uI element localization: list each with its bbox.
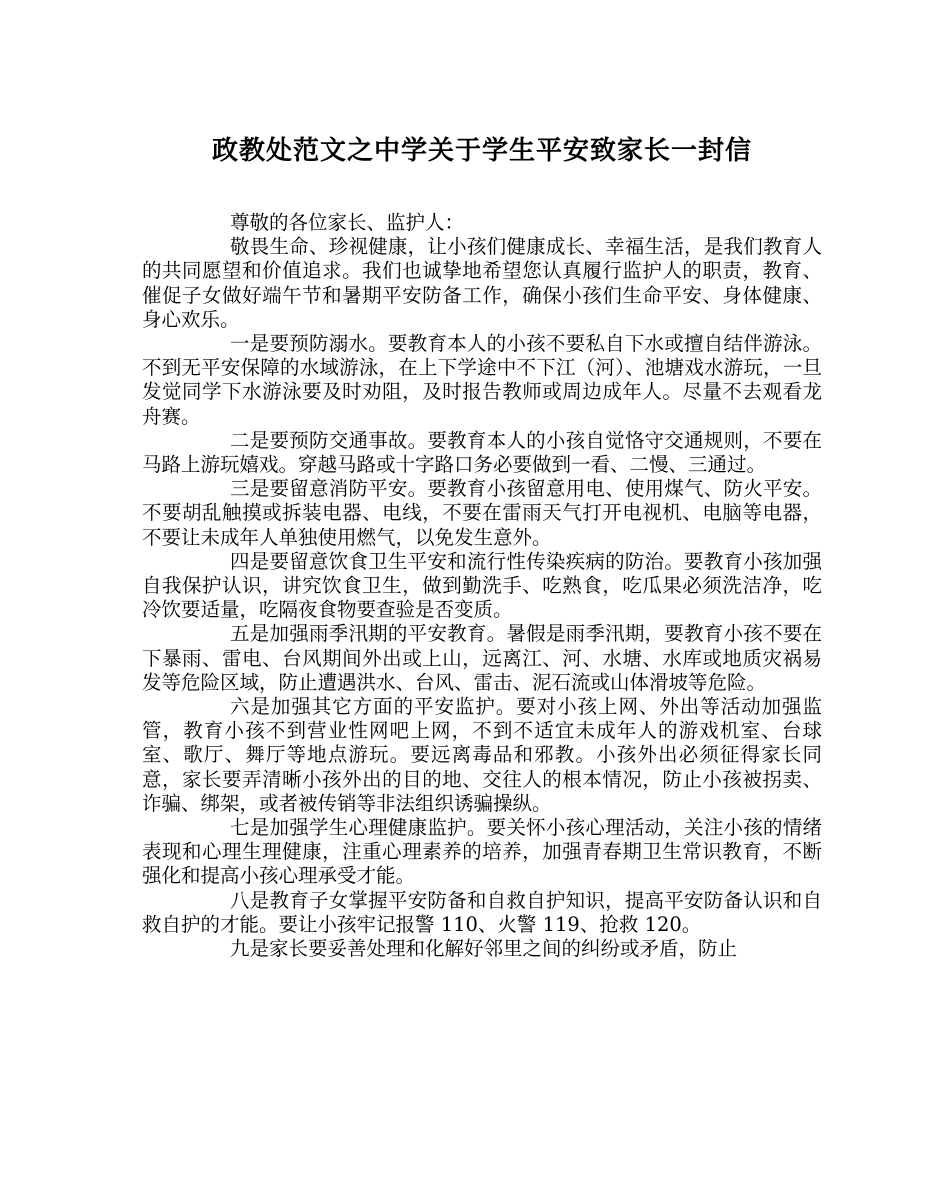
paragraph-9-neighbors: 九是家长要妥善处理和化解好邻里之间的纠纷或矛盾，防止 bbox=[230, 937, 738, 961]
paragraph-1-drowning: 一是要预防溺水。要教育本人的小孩不要私自下水或擅自结伴游泳。不到无平安保障的水域游泳，在上下学途中不下江（河）、池塘戏水游玩，一旦发觉同学下水游泳要及时劝阻，及时报告教师或周边成年人。尽量不去观看龙舟赛。 bbox=[142, 332, 822, 428]
paragraph-4-food: 四是要留意饮食卫生平安和流行性传染疾病的防治。要教育小孩加强自我保护认识，讲究饮食卫生，做到勤洗手、吃熟食，吃瓜果必须洗洁净，吃冷饮要适量，吃隔夜食物要查验是否变质。 bbox=[142, 549, 822, 622]
paragraph-5-flood: 五是加强雨季汛期的平安教育。暑假是雨季汛期，要教育小孩不要在下暴雨、雷电、台风期间外出或上山，远离江、河、水塘、水库或地质灾祸易发等危险区域，防止遭遇洪水、台风、雷击、泥石流或山体滑坡等危险。 bbox=[142, 622, 822, 694]
paragraph-intro: 敬畏生命、珍视健康，让小孩们健康成长、幸福生活，是我们教育人的共同愿望和价值追求。我们也诚挚地希望您认真履行监护人的职责，教育、催促子女做好端午节和暑期平安防备工作，确保小孩们生命平安、身体健康、身心欢乐。 bbox=[142, 235, 822, 331]
document-body bbox=[142, 211, 822, 961]
paragraph-2-traffic: 二是要预防交通事故。要教育本人的小孩自觉恪守交通规则，不要在马路上游玩嬉戏。穿越马路或十字路口务必要做到一看、二慢、三通过。 bbox=[142, 428, 822, 477]
paragraph-6-supervision: 六是加强其它方面的平安监护。要对小孩上网、外出等活动加强监管，教育小孩不到营业性网吧上网，不到不适宜未成年人的游戏机室、台球室、歌厅、舞厅等地点游玩。要远离毒品和邪教。小孩外出必须征得家长同意，家长要弄清晰小孩外出的目的地、交往人的根本情况，防止小孩被拐卖、诈骗、绑架，或者被传销等非法组织诱骗操纵。 bbox=[142, 695, 822, 815]
document-title: 政教处范文之中学关于学生平安致家长一封信 bbox=[211, 136, 752, 166]
salutation: 尊敬的各位家长、监护人： bbox=[230, 211, 465, 234]
paragraph-8-self-rescue: 八是教育子女掌握平安防备和自救自护知识，提高平安防备认识和自救自护的才能。要让小孩牢记报警 110、火警 119、抢救 120。 bbox=[142, 888, 822, 936]
paragraph-7-mental-health: 七是加强学生心理健康监护。要关怀小孩心理活动，关注小孩的情绪表现和心理生理健康，注重心理素养的培养，加强青春期卫生常识教育，不断强化和提高小孩心理承受才能。 bbox=[142, 816, 822, 888]
paragraph-3-fire: 三是要留意消防平安。要教育小孩留意用电、使用煤气、防火平安。不要胡乱触摸或拆装电器、电线，不要在雷雨天气打开电视机、电脑等电器，不要让未成年人单独使用燃气，以免发生意外。 bbox=[142, 477, 822, 549]
